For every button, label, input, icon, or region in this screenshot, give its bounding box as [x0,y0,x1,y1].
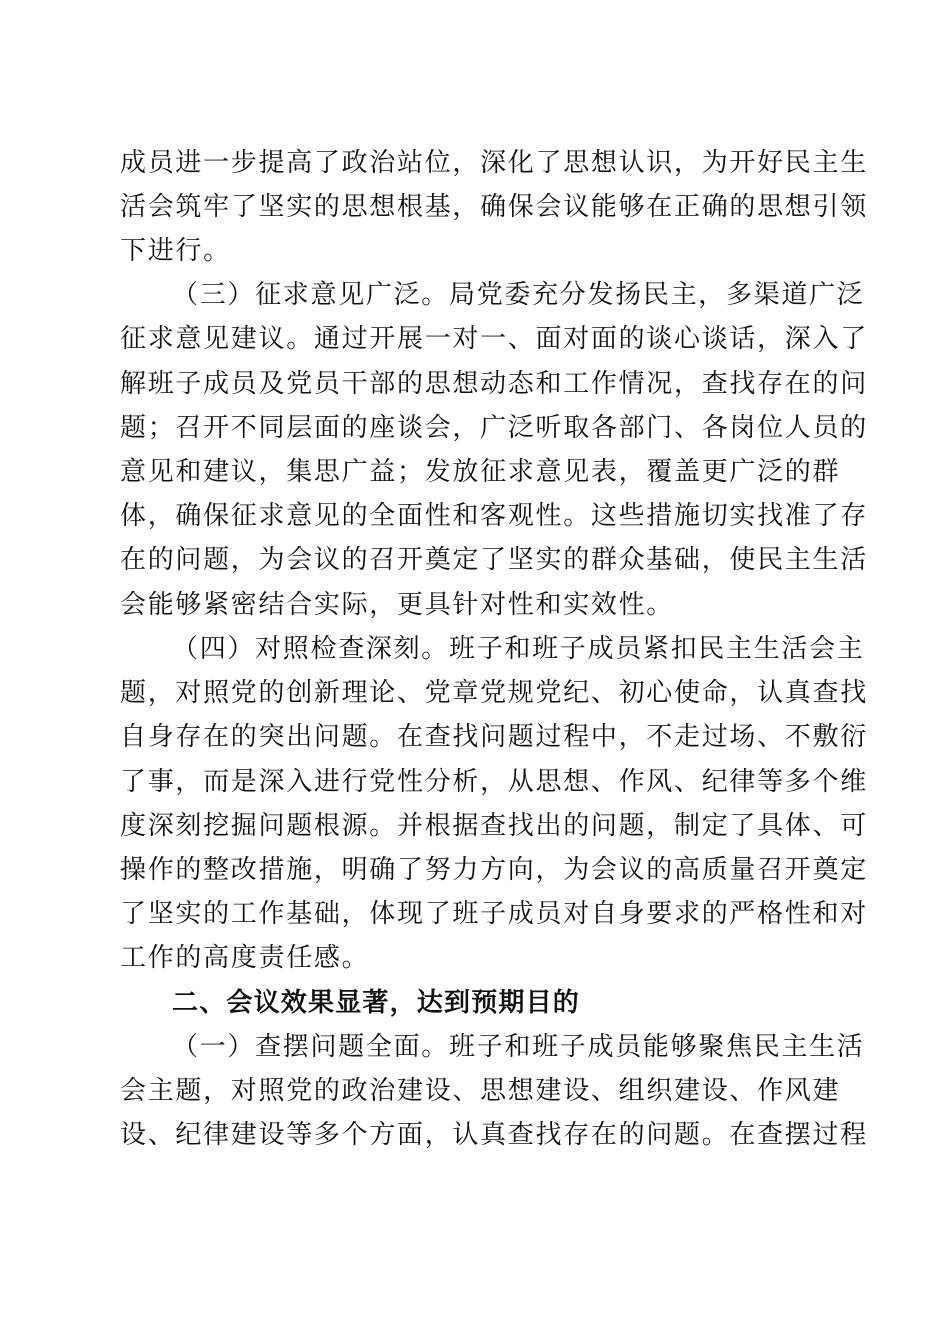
text-line: 度深刻挖掘问题根源。并根据查找出的问题，制定了具体、可 [120,811,868,841]
paragraph-start-line: （四）对照检查深刻。班子和班子成员紧扣民主生活会主 [172,634,865,664]
text-line: 成员进一步提高了政治站位，深化了思想认识，为开好民主生 [120,148,868,178]
text-line: 题；召开不同层面的座谈会，广泛听取各部门、各岗位人员的 [120,413,868,443]
text-line: 工作的高度责任感。 [120,943,370,973]
text-line: 会主题，对照党的政治建设、思想建设、组织建设、作风建 [120,1076,841,1106]
text-line: 下进行。 [120,236,231,266]
text-line: 解班子成员及党员干部的思想动态和工作情况，查找存在的问 [120,369,868,399]
paragraph-start-line: （三）征求意见广泛。局党委充分发扬民主，多渠道广泛 [172,280,865,310]
text-line: 意见和建议，集思广益；发放征求意见表，覆盖更广泛的群 [120,457,841,487]
text-line: 征求意见建议。通过开展一对一、面对面的谈心谈话，深入了 [120,324,868,354]
text-line: 体，确保征求意见的全面性和客观性。这些措施切实找准了存 [120,501,868,531]
text-line: 了事，而是深入进行党性分析，从思想、作风、纪律等多个维 [120,767,868,797]
text-line: 在的问题，为会议的召开奠定了坚实的群众基础，使民主生活 [120,545,868,575]
text-line: 操作的整改措施，明确了努力方向，为会议的高质量召开奠定 [120,855,868,885]
text-line: 题，对照党的创新理论、党章党规党纪、初心使命，认真查找 [120,678,868,708]
text-line: 会能够紧密结合实际，更具针对性和实效性。 [120,590,675,620]
text-line: 了坚实的工作基础，体现了班子成员对自身要求的严格性和对 [120,899,868,929]
section-heading: 二、会议效果显著，达到预期目的 [172,988,581,1018]
text-line: 设、纪律建设等多个方面，认真查找存在的问题。在查摆过程 [120,1120,868,1150]
text-line: 活会筑牢了坚实的思想根基，确保会议能够在正确的思想引领 [120,192,868,222]
paragraph-start-line: （一）查摆问题全面。班子和班子成员能够聚焦民主生活 [172,1032,865,1062]
text-line: 自身存在的突出问题。在查找问题过程中，不走过场、不敷衍 [120,722,868,752]
